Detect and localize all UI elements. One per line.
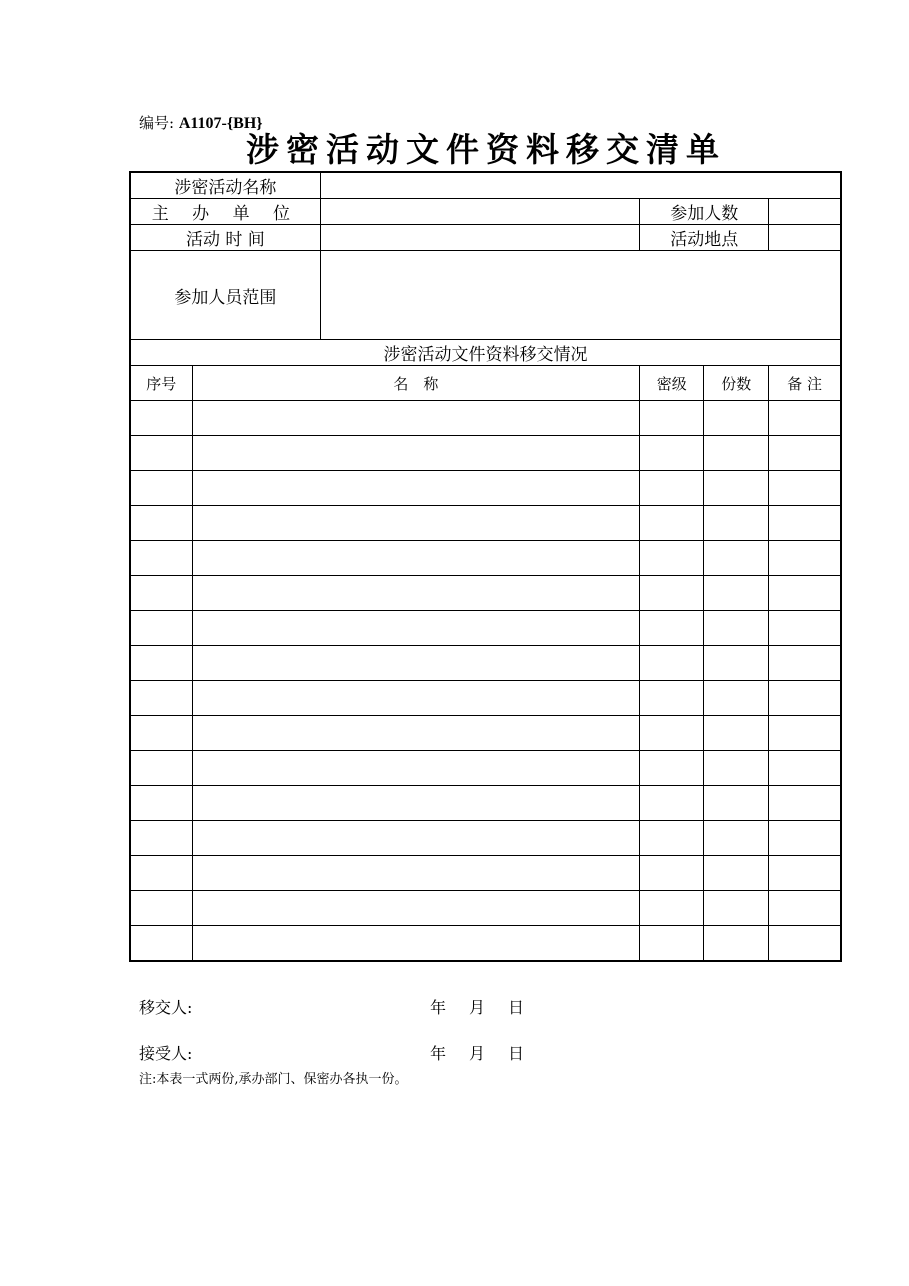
row-copies-cell[interactable] [704,856,769,891]
row-remark-cell[interactable] [769,926,841,961]
row-remark-cell[interactable] [769,821,841,856]
row-index-cell[interactable] [130,436,192,471]
document-number-value: A1107-{BH} [178,115,263,132]
row-index-cell[interactable] [130,751,192,786]
transferor-date-month: 月 [469,998,486,1017]
table-row [130,786,841,821]
table-row [130,541,841,576]
row-copies-cell[interactable] [704,681,769,716]
column-header-level: 密级 [640,366,704,401]
page-title: 涉密活动文件资料移交清单 [246,130,726,169]
column-header-name: 名 称 [192,366,640,401]
footer-note: 注:本表一式两份,承办部门、保密办各执一份。 [139,1072,408,1087]
transfer-section-title: 涉密活动文件资料移交情况 [130,340,841,366]
receiver-label: 接受人: [139,1044,193,1063]
row-level-cell[interactable] [640,786,704,821]
table-row [130,436,841,471]
row-level-cell[interactable] [640,541,704,576]
row-remark-cell[interactable] [769,506,841,541]
column-header-index: 序号 [130,366,192,401]
row-name-cell[interactable] [192,576,640,611]
row-remark-cell[interactable] [769,611,841,646]
participant-scope-field[interactable] [320,251,841,340]
row-name-cell[interactable] [192,611,640,646]
row-copies-cell[interactable] [704,646,769,681]
table-row [130,856,841,891]
participant-scope-label: 参加人员范围 [130,251,320,340]
receiver-date-day: 日 [508,1044,525,1063]
row-level-cell[interactable] [640,436,704,471]
row-name-cell[interactable] [192,926,640,961]
row-remark-cell[interactable] [769,576,841,611]
row-name-cell[interactable] [192,716,640,751]
activity-time-field[interactable] [320,225,639,251]
row-level-cell[interactable] [640,821,704,856]
row-level-cell[interactable] [640,751,704,786]
row-level-cell[interactable] [640,646,704,681]
row-remark-cell[interactable] [769,786,841,821]
organizer-field[interactable] [320,199,639,225]
row-level-cell[interactable] [640,891,704,926]
table-row [130,926,841,961]
row-index-cell[interactable] [130,401,192,436]
row-level-cell[interactable] [640,611,704,646]
row-level-cell[interactable] [640,576,704,611]
row-name-cell[interactable] [192,751,640,786]
transferor-label: 移交人: [139,998,193,1017]
participant-count-label: 参加人数 [640,199,769,225]
row-level-cell[interactable] [640,926,704,961]
row-name-cell[interactable] [192,471,640,506]
document-number-label: 编号: [139,114,175,132]
row-level-cell[interactable] [640,471,704,506]
row-name-cell[interactable] [192,891,640,926]
row-copies-cell[interactable] [704,786,769,821]
table-row [130,506,841,541]
transferor-date-day: 日 [508,998,525,1017]
column-header-copies: 份数 [704,366,769,401]
row-copies-cell[interactable] [704,751,769,786]
table-row [130,646,841,681]
row-remark-cell[interactable] [769,856,841,891]
table-row [130,471,841,506]
row-index-cell[interactable] [130,856,192,891]
participant-count-field[interactable] [769,199,841,225]
organizer-label: 主 办 单 位 [130,199,320,225]
row-index-cell[interactable] [130,681,192,716]
row-copies-cell[interactable] [704,716,769,751]
table-row [130,891,841,926]
table-row [130,716,841,751]
row-remark-cell[interactable] [769,541,841,576]
row-copies-cell[interactable] [704,891,769,926]
activity-location-label: 活动地点 [640,225,769,251]
row-copies-cell[interactable] [704,471,769,506]
row-index-cell[interactable] [130,891,192,926]
row-level-cell[interactable] [640,506,704,541]
row-level-cell[interactable] [640,401,704,436]
row-name-cell[interactable] [192,681,640,716]
row-remark-cell[interactable] [769,471,841,506]
table-row [130,401,841,436]
row-index-cell[interactable] [130,471,192,506]
row-copies-cell[interactable] [704,506,769,541]
row-remark-cell[interactable] [769,436,841,471]
row-index-cell[interactable] [130,541,192,576]
row-remark-cell[interactable] [769,751,841,786]
row-copies-cell[interactable] [704,926,769,961]
column-header-remark: 备 注 [769,366,841,401]
row-name-cell[interactable] [192,506,640,541]
row-index-cell[interactable] [130,926,192,961]
activity-time-label: 活动 时 间 [130,225,320,251]
row-remark-cell[interactable] [769,891,841,926]
row-copies-cell[interactable] [704,576,769,611]
row-copies-cell[interactable] [704,436,769,471]
row-name-cell[interactable] [192,646,640,681]
row-level-cell[interactable] [640,716,704,751]
table-row [130,751,841,786]
row-name-cell[interactable] [192,436,640,471]
row-remark-cell[interactable] [769,716,841,751]
row-remark-cell[interactable] [769,646,841,681]
transfer-form-table [129,171,842,962]
row-level-cell[interactable] [640,856,704,891]
table-row [130,681,841,716]
row-name-cell[interactable] [192,786,640,821]
row-name-cell[interactable] [192,541,640,576]
row-name-cell[interactable] [192,401,640,436]
activity-name-label: 涉密活动名称 [130,172,320,199]
row-index-cell[interactable] [130,646,192,681]
receiver-date-year: 年 [430,1044,447,1063]
row-index-cell[interactable] [130,576,192,611]
row-index-cell[interactable] [130,716,192,751]
activity-location-field[interactable] [769,225,841,251]
row-copies-cell[interactable] [704,541,769,576]
receiver-date-month: 月 [469,1044,486,1063]
row-name-cell[interactable] [192,856,640,891]
row-remark-cell[interactable] [769,401,841,436]
row-level-cell[interactable] [640,681,704,716]
table-row [130,576,841,611]
row-copies-cell[interactable] [704,611,769,646]
transferor-date-year: 年 [430,998,447,1017]
activity-name-field[interactable] [320,172,841,199]
row-remark-cell[interactable] [769,681,841,716]
table-row [130,821,841,856]
row-copies-cell[interactable] [704,821,769,856]
row-index-cell[interactable] [130,506,192,541]
row-index-cell[interactable] [130,786,192,821]
table-row [130,611,841,646]
row-name-cell[interactable] [192,821,640,856]
row-copies-cell[interactable] [704,401,769,436]
row-index-cell[interactable] [130,611,192,646]
row-index-cell[interactable] [130,821,192,856]
